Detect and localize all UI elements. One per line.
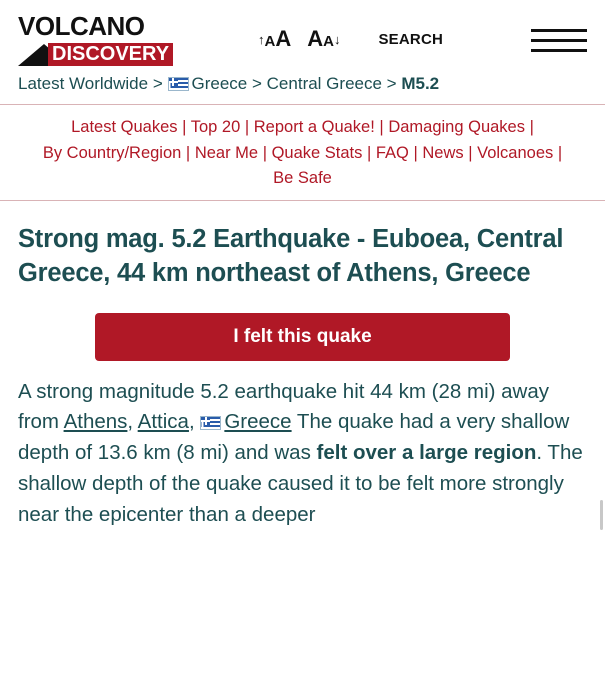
nav-separator: | (366, 143, 372, 162)
decrease-font-size-button[interactable] (307, 28, 342, 50)
logo-text-top: VOLCANO (18, 10, 145, 41)
link-attica[interactable]: Attica (137, 410, 189, 434)
hamburger-line-2 (531, 39, 587, 42)
breadcrumb-item-central-greece[interactable]: Central Greece (266, 74, 382, 93)
i-felt-this-quake-button[interactable]: I felt this quake (95, 313, 510, 361)
nav-link-near-me[interactable]: Near Me (194, 143, 259, 162)
breadcrumb (0, 72, 605, 105)
breadcrumb-separator-3: > (386, 74, 397, 93)
nav-separator: | (468, 143, 473, 162)
article-body (18, 377, 587, 531)
nav-separator: | (557, 143, 563, 162)
breadcrumb-item-greece[interactable]: Greece (191, 74, 248, 93)
nav-link-news[interactable]: News (422, 143, 464, 162)
nav-separator: | (262, 143, 267, 162)
link-greece[interactable]: Greece (224, 410, 292, 434)
body-bold-felt-region: felt over a large region (316, 441, 537, 464)
logo-bottom-row (18, 40, 210, 66)
secondary-nav (0, 105, 605, 201)
body-sentence-3: . The shallow depth of the quake caused it to be felt more strongly near the epicenter than a deeper (18, 441, 583, 526)
nav-link-by-country-region[interactable]: By Country/Region (42, 143, 182, 162)
increase-font-label: A (275, 26, 292, 51)
site-logo[interactable] (18, 10, 210, 66)
greece-flag-icon-inline (200, 416, 221, 430)
felt-button-container (0, 291, 605, 361)
nav-link-top-20[interactable]: Top 20 (190, 118, 241, 136)
nav-link-latest-quakes[interactable]: Latest Quakes (71, 118, 178, 136)
hamburger-line-1 (531, 29, 587, 32)
nav-separator: | (244, 118, 250, 136)
body-comma-2: , (188, 410, 201, 434)
nav-separator: | (529, 118, 534, 136)
site-header (0, 0, 605, 72)
breadcrumb-separator-2: > (251, 74, 262, 93)
small-a-glyph: A (264, 33, 276, 50)
nav-separator: | (182, 118, 187, 136)
breadcrumb-separator-1: > (152, 74, 163, 93)
page-title: Strong mag. 5.2 Earthquake - Euboea, Central Greece, 44 km northeast of Athens, Greece (18, 224, 564, 287)
nav-separator: | (379, 118, 384, 136)
nav-link-be-safe[interactable]: Be Safe (273, 169, 332, 188)
nav-separator: | (185, 143, 191, 162)
arrow-down-icon: ↓ (333, 32, 341, 47)
scrollbar-thumb[interactable] (600, 500, 603, 530)
small-a-glyph-2: A (323, 33, 334, 50)
search-button[interactable]: SEARCH (378, 30, 444, 48)
nav-link-faq[interactable]: FAQ (375, 143, 409, 162)
nav-separator: | (413, 143, 418, 162)
nav-link-damaging-quakes[interactable]: Damaging Quakes (388, 118, 525, 136)
nav-link-volcanoes[interactable]: Volcanoes (477, 143, 554, 162)
logo-text-bottom: DISCOVERY (48, 43, 173, 66)
nav-link-report-a-quake[interactable]: Report a Quake! (253, 118, 375, 136)
font-size-controls (258, 28, 342, 50)
nav-link-quake-stats[interactable]: Quake Stats (271, 143, 363, 162)
decrease-font-label: A (307, 26, 324, 51)
body-sentence-1: A strong magnitude 5.2 earthquake hit 44 km (28 mi) away from (18, 379, 550, 434)
increase-font-size-button[interactable] (258, 28, 293, 50)
body-comma-1: , (127, 410, 138, 434)
link-athens[interactable]: Athens (63, 410, 128, 434)
hamburger-line-3 (531, 49, 587, 52)
breadcrumb-item-magnitude: M5.2 (401, 74, 440, 93)
arrow-up-icon: ↑ (258, 32, 265, 47)
greece-flag-icon (168, 77, 189, 91)
breadcrumb-item-latest-worldwide[interactable]: Latest Worldwide (18, 74, 149, 93)
hamburger-menu-icon[interactable] (531, 27, 587, 52)
body-sentence-2: The quake had a very shallow depth of 13.6 km (8 mi) and was (18, 410, 570, 464)
